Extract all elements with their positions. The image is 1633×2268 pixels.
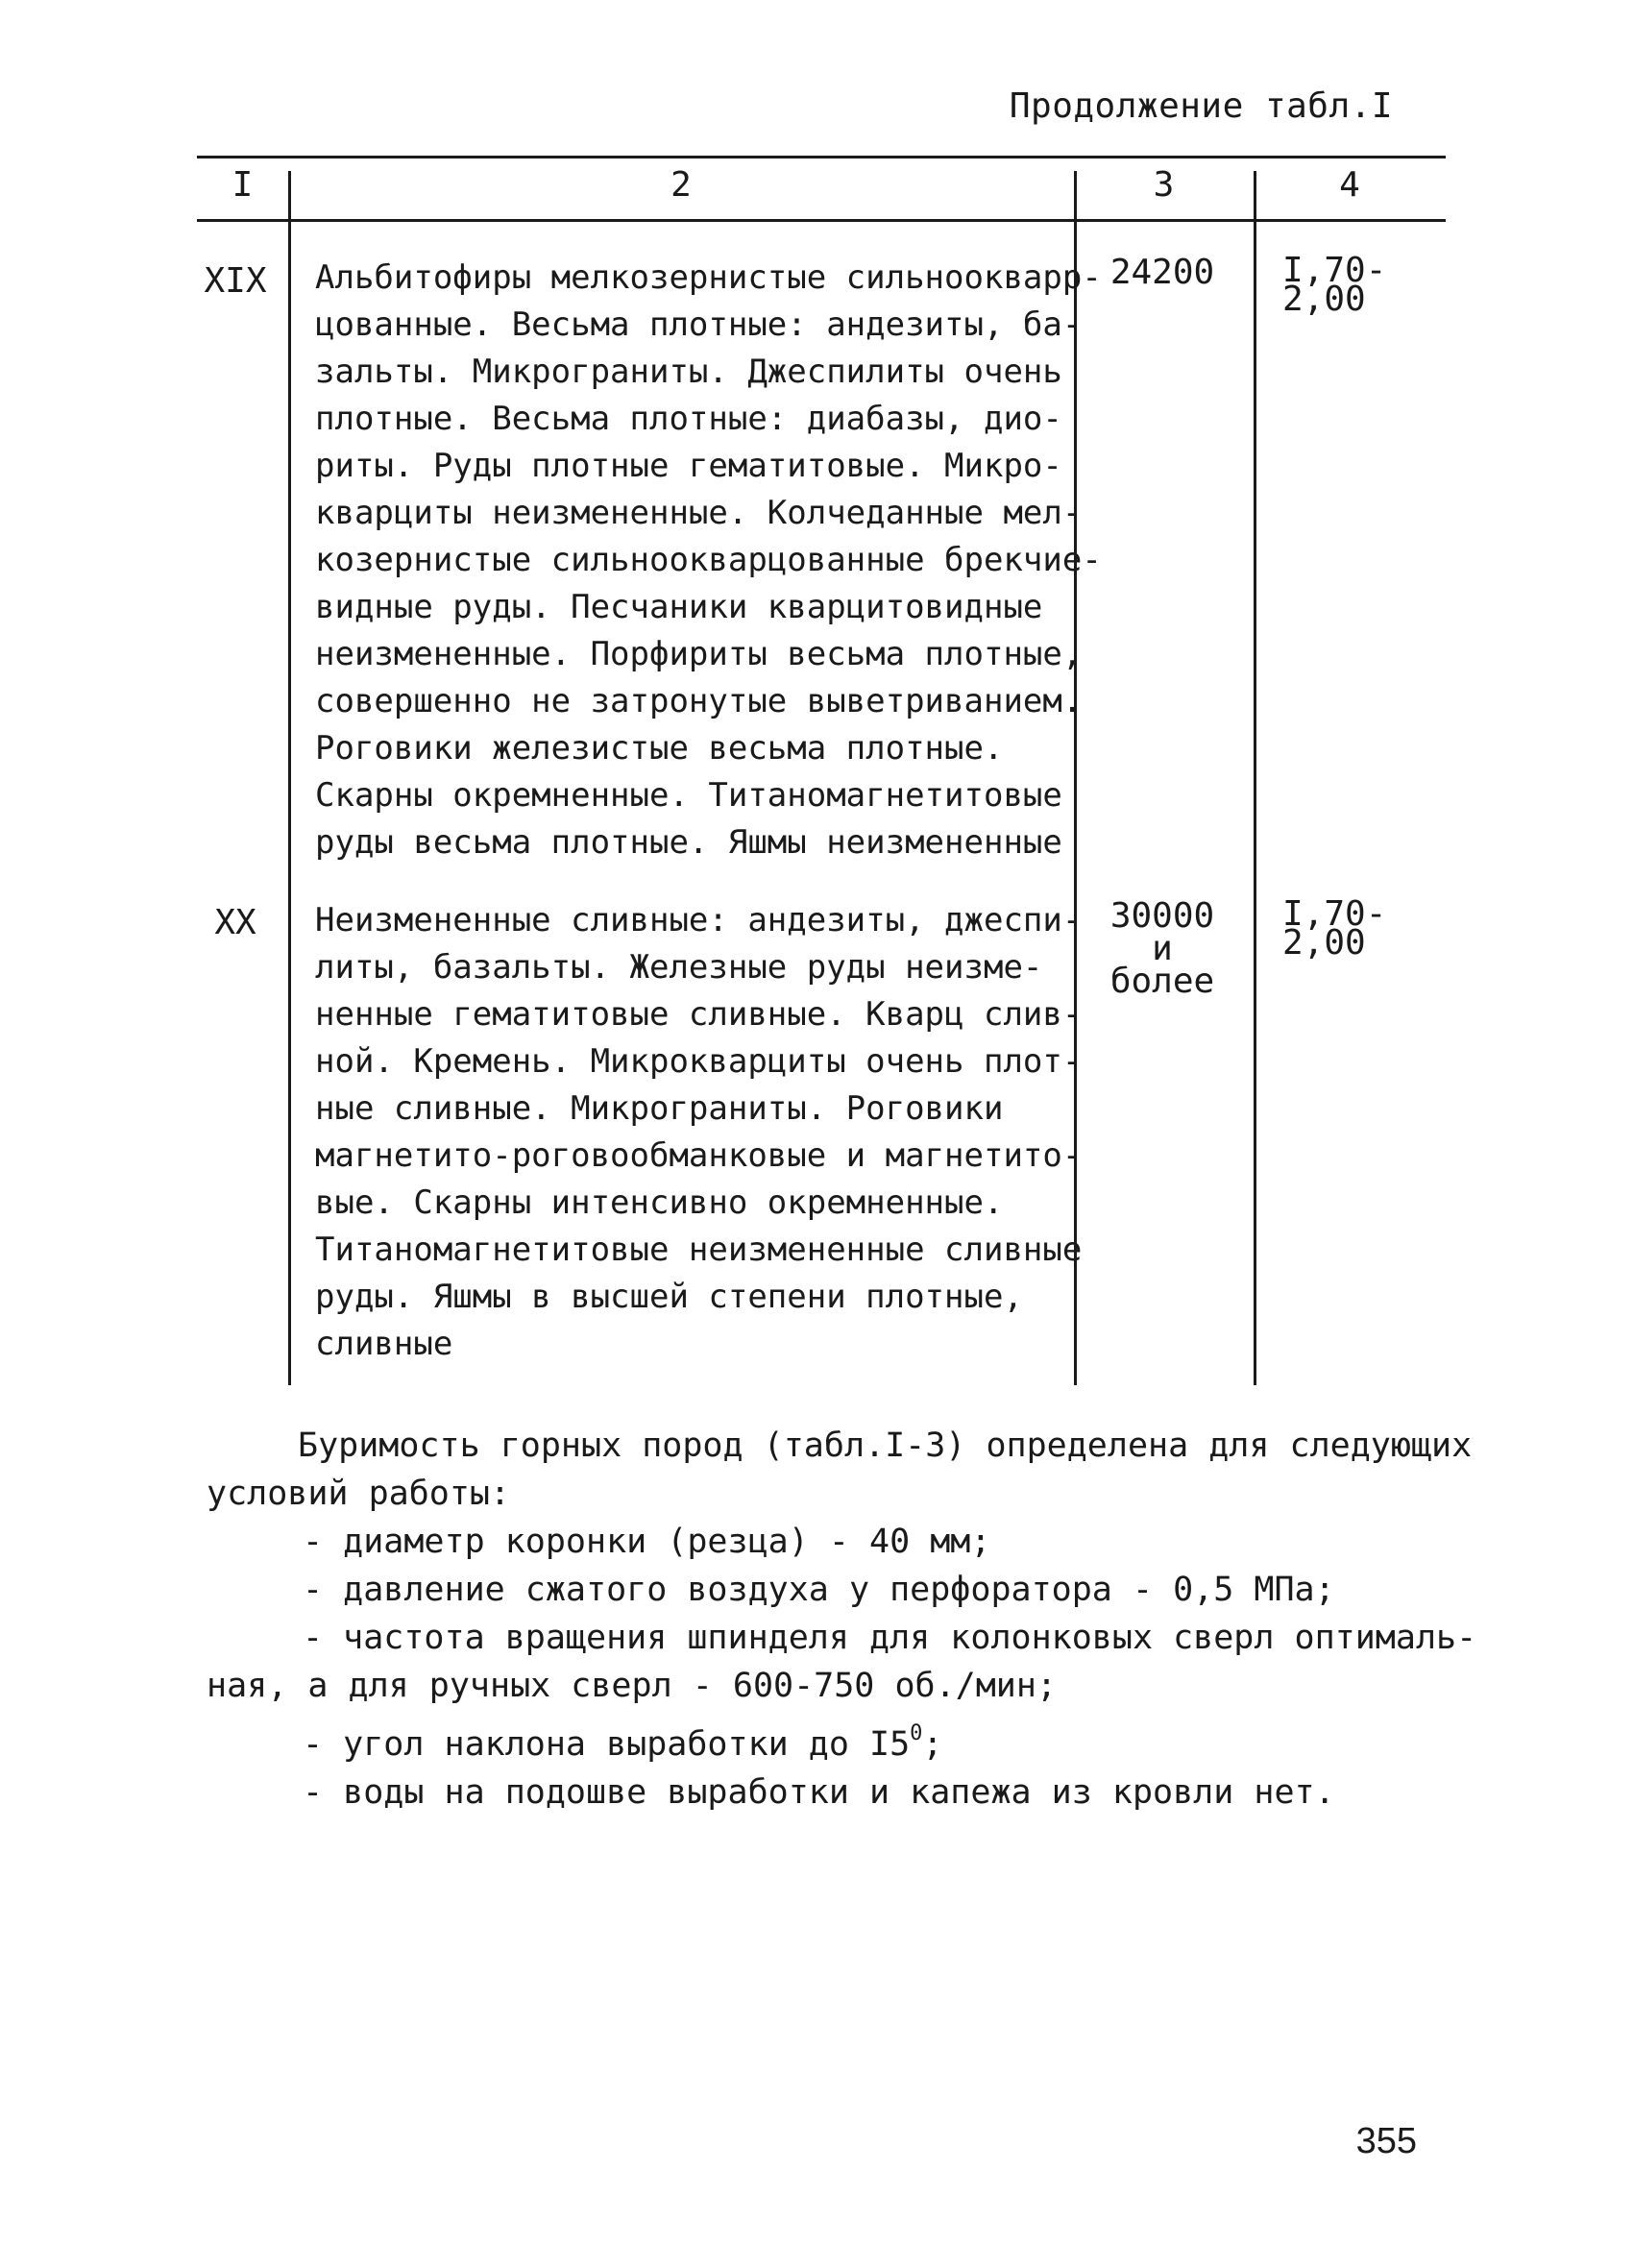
paragraph-intro-line: Буримость горных пород (табл.I-3) определена для следующих xyxy=(298,1427,1473,1465)
coefficient-line: I,70- xyxy=(1282,251,1387,290)
description-line: Неизмененные сливные: андезиты, джеспи- xyxy=(315,901,1083,939)
description-line: литы, базальты. Железные руды неизме- xyxy=(315,948,1043,987)
value-line: 30000 xyxy=(1109,896,1215,936)
rock-drillability-table xyxy=(197,156,1446,1385)
degree-superscript: 0 xyxy=(910,1721,923,1745)
description-line: Роговики железистые весьма плотные. xyxy=(315,729,1004,768)
description-line: сливные xyxy=(315,1325,453,1363)
description-line: Скарны окремненные. Титаномагнетитовые xyxy=(315,776,1062,815)
header-col-1: I xyxy=(232,165,254,205)
row-value xyxy=(1081,896,1244,1001)
description-line: руды весьма плотные. Яшмы неизмененные xyxy=(315,823,1062,862)
row-coefficient xyxy=(1282,894,1446,963)
condition-item xyxy=(207,1710,1446,1768)
description-line: плотные. Весьма плотные: диабазы, дио- xyxy=(315,400,1062,438)
coefficient-line: 2,00 xyxy=(1282,280,1366,319)
header-col-2: 2 xyxy=(670,165,692,205)
table-top-rule xyxy=(197,156,1446,159)
description-line: Титаномагнетитовые неизмененные сливные xyxy=(315,1231,1083,1269)
condition-item: - частота вращения шпинделя для колонковых сверл оптималь- xyxy=(303,1619,1477,1657)
description-line: козернистые сильноокварцованные брекчие- xyxy=(315,541,1102,579)
condition-item: - воды на подошве выработки и капежа из кровли нет. xyxy=(303,1773,1335,1812)
table-header-rule xyxy=(197,219,1446,222)
column-divider-1 xyxy=(288,171,291,1385)
condition-item-text: - угол наклона выработки до I5 xyxy=(303,1725,911,1764)
description-line: вые. Скарны интенсивно окремненные. xyxy=(315,1183,1004,1222)
paragraph-intro-line: условий работы: xyxy=(207,1475,511,1513)
header-col-4: 4 xyxy=(1339,165,1360,205)
table-continuation-label: Продолжение табл.I xyxy=(1009,86,1393,126)
description-line: совершенно не затронутые выветриванием. xyxy=(315,682,1083,720)
description-line: Альбитофиры мелкозернистые сильноокварр- xyxy=(315,258,1102,297)
condition-item: - диаметр коронки (резца) - 40 мм; xyxy=(303,1523,991,1561)
page-number: 355 xyxy=(1355,2121,1417,2161)
description-line: неизмененные. Порфириты весьма плотные, xyxy=(315,635,1083,673)
value-line: более xyxy=(1109,962,1215,1001)
value-line: 24200 xyxy=(1109,253,1215,292)
coefficient-line: I,70- xyxy=(1282,894,1387,934)
description-line: руды. Яшмы в высшей степени плотные, xyxy=(315,1278,1023,1316)
drilling-conditions-paragraph xyxy=(207,1422,1477,1817)
row-coefficient xyxy=(1282,251,1446,319)
row-value xyxy=(1081,253,1244,292)
description-line: кварциты неизмененные. Колчеданные мел- xyxy=(315,494,1083,532)
description-line: ненные гематитовые сливные. Кварц слив- xyxy=(315,995,1083,1034)
header-col-3: 3 xyxy=(1153,165,1175,205)
description-line: ные сливные. Микрограниты. Роговики xyxy=(315,1089,1004,1128)
condition-item-tail: ; xyxy=(922,1725,943,1764)
row-description xyxy=(315,255,1285,866)
description-line: ной. Кремень. Микрокварциты очень плот- xyxy=(315,1042,1083,1081)
row-category: XIX xyxy=(204,261,267,301)
condition-item-continuation: ная, а для ручных сверл - 600-750 об./мин; xyxy=(207,1667,1058,1705)
coefficient-line: 2,00 xyxy=(1282,923,1366,963)
condition-item: - давление сжатого воздуха у перфоратора - 0,5 МПа; xyxy=(303,1571,1335,1609)
description-line: магнетито-роговообманковые и магнетито- xyxy=(315,1136,1083,1175)
row-category: XX xyxy=(214,903,256,942)
description-line: видные руды. Песчаники кварцитовидные xyxy=(315,588,1043,626)
description-line: риты. Руды плотные гематитовые. Микро- xyxy=(315,447,1062,485)
value-line: и xyxy=(1152,929,1173,968)
description-line: зальты. Микрограниты. Джеспилиты очень xyxy=(315,353,1062,391)
description-line: цованные. Весьма плотные: андезиты, ба- xyxy=(315,305,1083,344)
